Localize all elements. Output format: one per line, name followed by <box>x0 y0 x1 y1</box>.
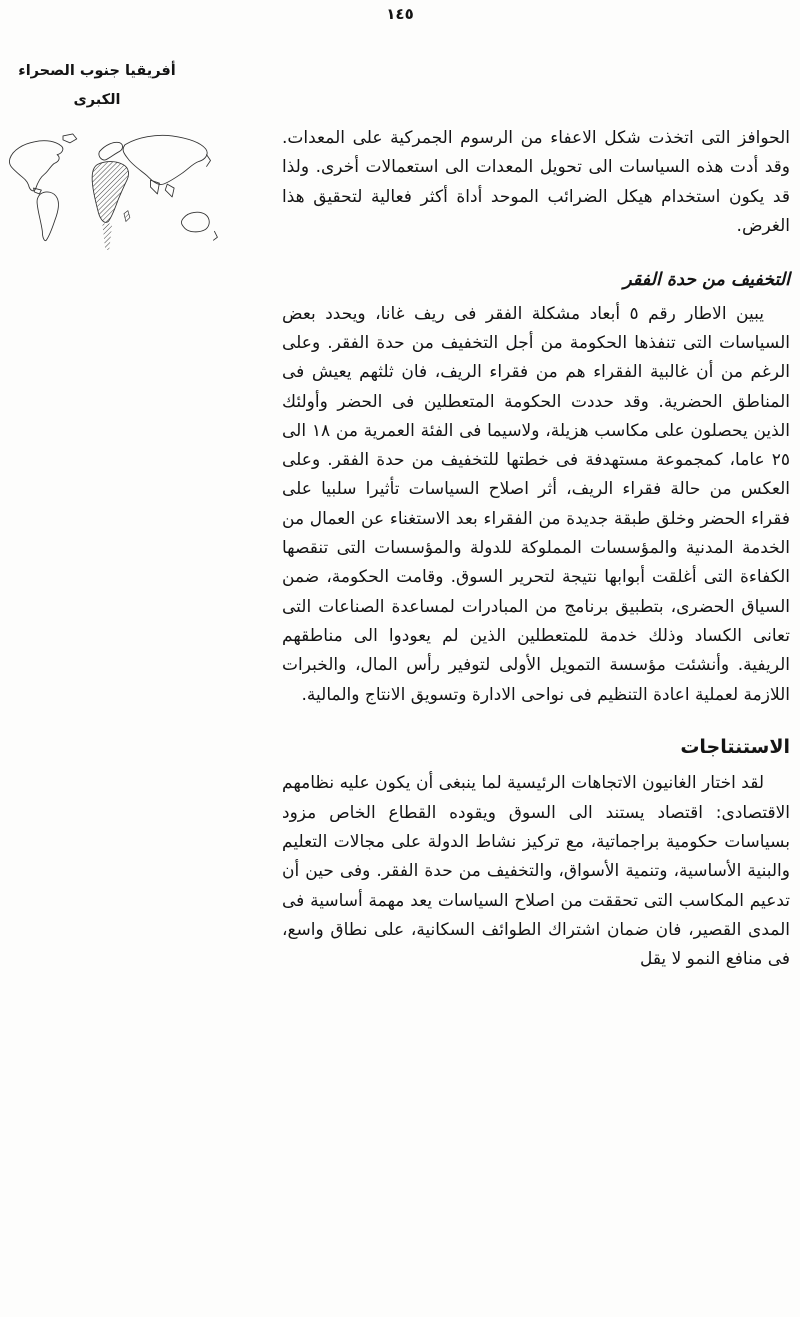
region-label-line1: أفريقيا جنوب الصحراء <box>18 63 176 79</box>
paragraph-conclusions: لقد اختار الغانيون الاتجاهات الرئيسية لما ينبغى أن يكون عليه نظامهم الاقتصادى: اقتصاد يستند الى السوق ويقوده القطاع الخاص مزود بسياسات حكومية براجماتية، مع تركيز نشاط الدولة على مجالات التعليم والبنية الأساسية، وتنمية الأسواق، والتخفيف من حدة الفقر. وفى حين أن تدعيم المكاسب التى تحققت من اصلاح السياسات يعد مهمة أساسية فى المدى القصير، فان ضمان اشتراك الطوائف السكانية، على نطاق واسع، فى منافع النمو لا يقل <box>282 773 790 970</box>
page-number: ١٤٥ <box>386 5 414 23</box>
region-label <box>8 64 186 107</box>
paragraph-tax-incentives: الحوافز التى اتخذت شكل الاعفاء من الرسوم الجمركية على المعدات. وقد أدت هذه السياسات الى تحويل المعدات الى استعمالات أخرى. ولذا قد يكون استخدام هيكل الضرائب الموحد أداة أكثر فعالية لتحقيق هذا الغرض. <box>282 128 790 236</box>
paragraph-poverty-alleviation: يبين الاطار رقم ٥ أبعاد مشكلة الفقر فى ريف غانا، ويحدد بعض السياسات التى تنفذها الحكومة من أجل التخفيف من حدة الفقر. وعلى الرغم من أن غالبية الفقراء هم من فقراء الريف، فان ثلثهم يعيش فى المناطق الحضرية. وقد حددت الحكومة المتعطلين فى الحضر وأولئك الذين يحصلون على مكاسب هزيلة، ولاسيما فى الفئة العمرية من ١٨ الى ٢٥ عاما، كمجموعة مستهدفة فى خطتها للتخفيف من حدة الفقر. وعلى العكس من حالة فقراء الريف، أثر اصلاح السياسات تأثيرا سلبيا على فقراء الحضر وخلق طبقة جديدة من الفقراء بعد الاستغناء عن العمال من الخدمة المدنية والمؤسسات المملوكة للدولة والمؤسسات التى تنقصها الكفاءة التى أغلقت أبوابها نتيجة لتحرير السوق. وقامت الحكومة، ضمن السياق الحضرى، بتطبيق برنامج من المبادرات لمساعدة الصناعات التى تعانى الكساد وذلك خدمة للمتعطلين الذين لم يعودوا الى مناطقهم الريفية. وأنشئت مؤسسة التمويل الأولى لتوفير رأس المال، والخبرات اللازمة لعملية اعادة التنظيم فى نواحى الادارة وتسويق الانتاج والمالية. <box>282 303 790 705</box>
world-map-icon <box>4 128 240 256</box>
region-sidebar <box>4 64 242 256</box>
heading-poverty-alleviation: التخفيف من حدة الفقر <box>623 270 790 291</box>
article-text <box>282 124 790 975</box>
region-label-line2: الكبرى <box>73 91 121 108</box>
heading-conclusions: الاستنتاجات <box>680 735 790 758</box>
